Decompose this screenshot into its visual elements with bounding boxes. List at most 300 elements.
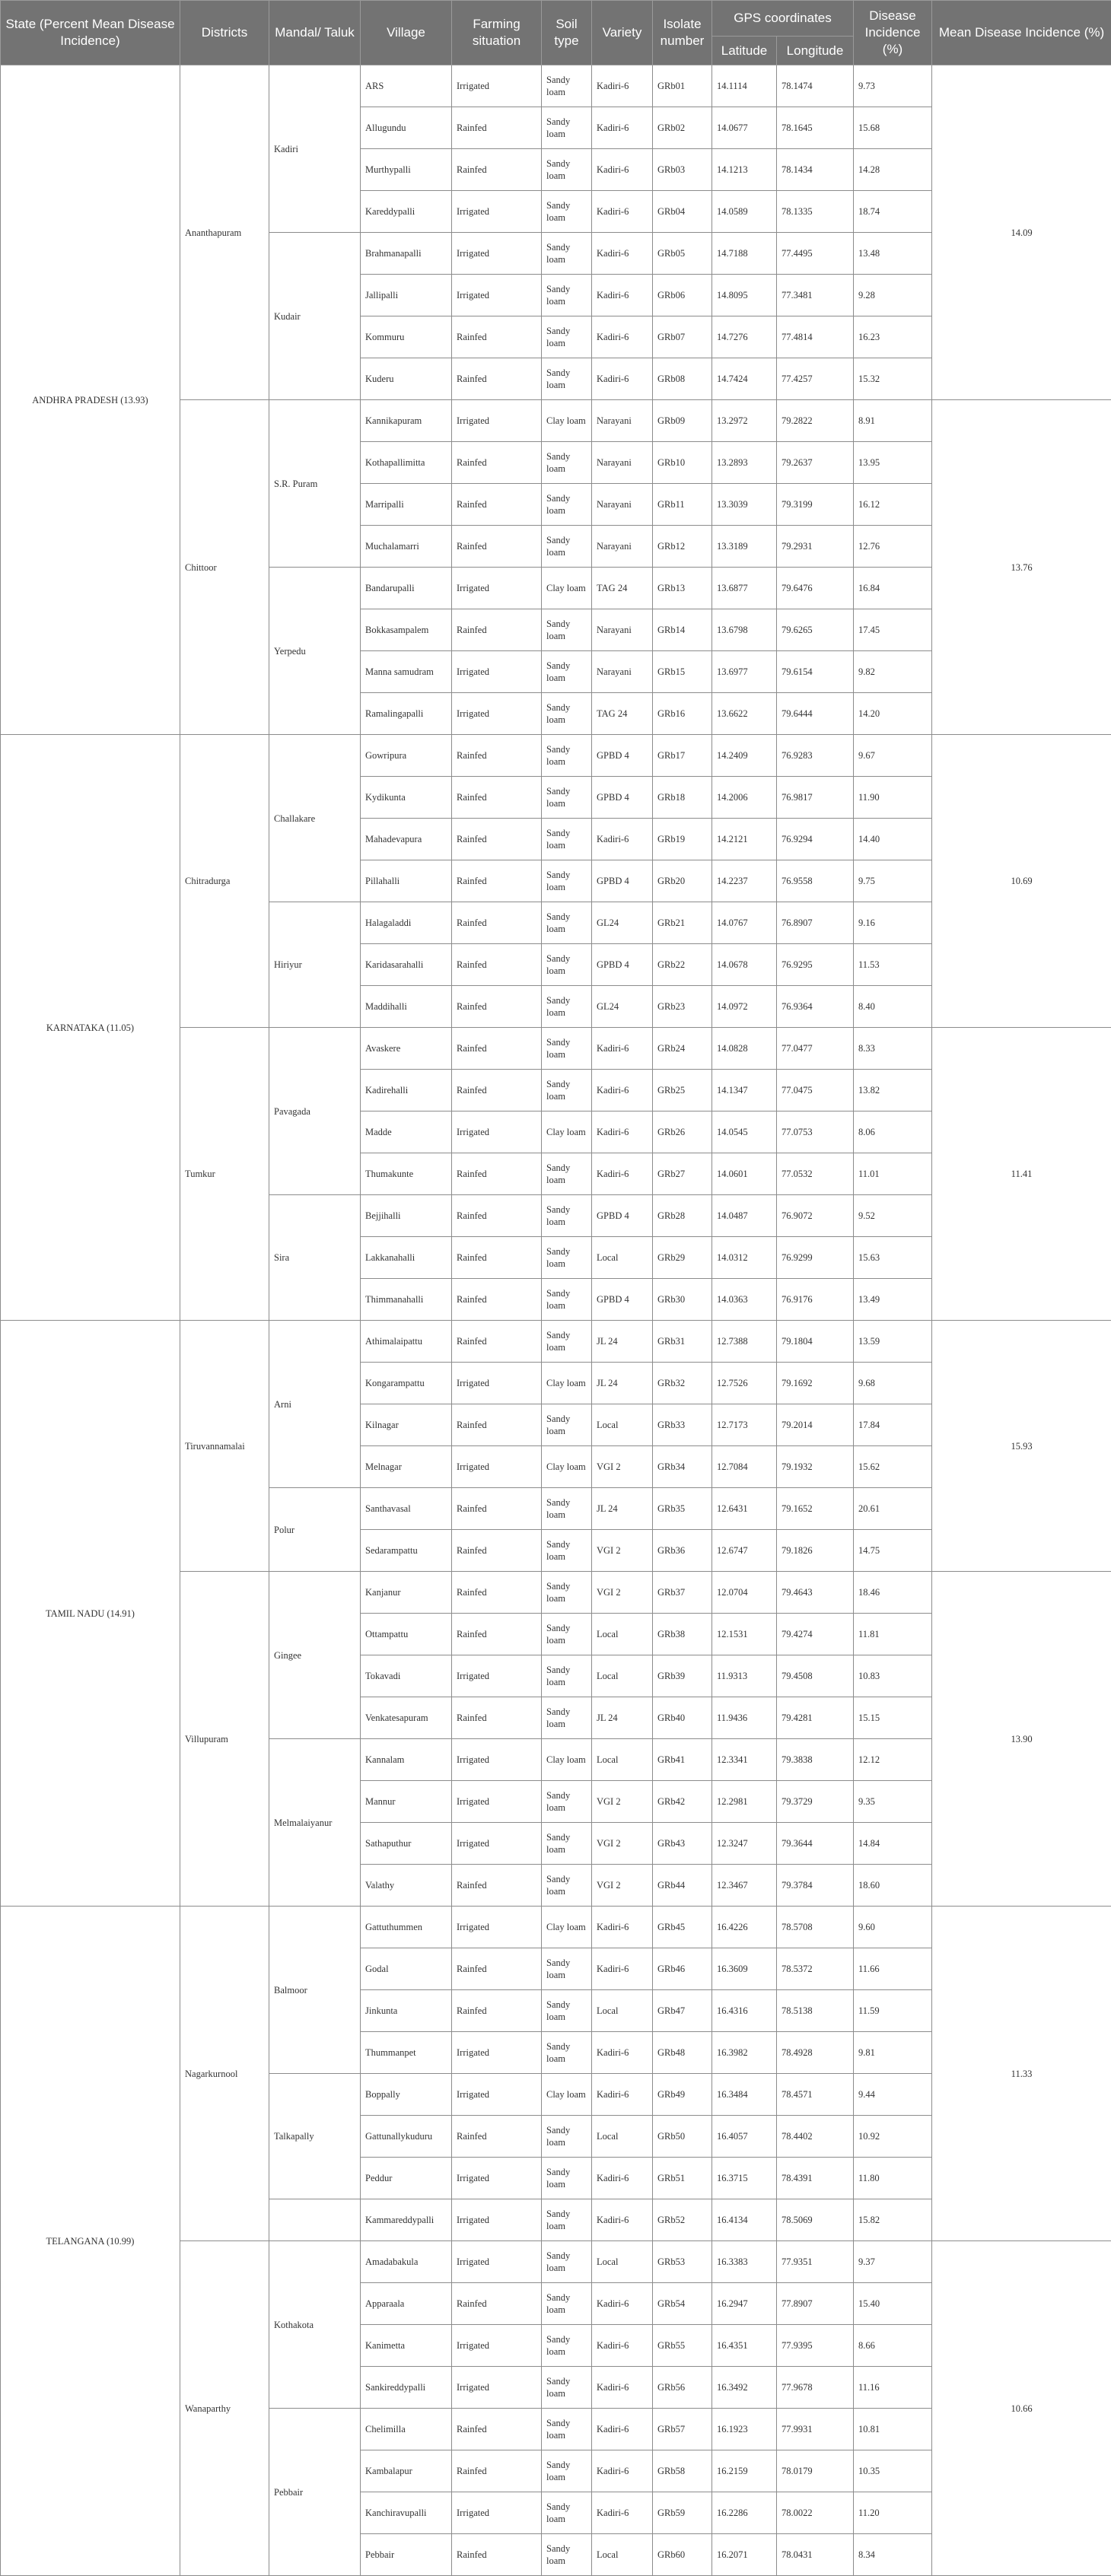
variety-cell: GPBD 4	[592, 777, 653, 819]
incidence-cell: 14.40	[854, 819, 932, 860]
soil-cell: Sandy loam	[542, 1195, 592, 1237]
soil-cell: Sandy loam	[542, 484, 592, 526]
village-cell: Bokkasampalem	[361, 609, 452, 651]
longitude-cell: 77.0532	[777, 1153, 854, 1195]
latitude-cell: 13.2972	[712, 400, 777, 442]
village-cell: Ottampattu	[361, 1614, 452, 1655]
latitude-cell: 16.4316	[712, 1990, 777, 2032]
isolate-cell: GRb32	[653, 1363, 712, 1404]
isolate-cell: GRb14	[653, 609, 712, 651]
soil-cell: Sandy loam	[542, 2450, 592, 2492]
village-cell: Halagaladdi	[361, 902, 452, 944]
village-cell: Kothapallimitta	[361, 442, 452, 484]
village-cell: Mahadevapura	[361, 819, 452, 860]
incidence-cell: 8.40	[854, 986, 932, 1028]
incidence-cell: 11.66	[854, 1948, 932, 1990]
soil-cell: Sandy loam	[542, 1572, 592, 1614]
variety-cell: GPBD 4	[592, 1279, 653, 1321]
variety-cell: Narayani	[592, 442, 653, 484]
mean-header: Mean Disease Incidence (%)	[932, 1, 1111, 65]
farming-cell: Rainfed	[452, 860, 542, 902]
village-cell: Maddihalli	[361, 986, 452, 1028]
variety-cell: Kadiri-6	[592, 2032, 653, 2074]
soil-cell: Sandy loam	[542, 1070, 592, 1111]
soil-cell: Sandy loam	[542, 860, 592, 902]
incidence-cell: 9.44	[854, 2074, 932, 2116]
soil-cell: Sandy loam	[542, 651, 592, 693]
longitude-cell: 76.9283	[777, 735, 854, 777]
longitude-cell: 78.4391	[777, 2158, 854, 2199]
village-cell: Kadirehalli	[361, 1070, 452, 1111]
isolate-cell: GRb40	[653, 1697, 712, 1739]
farming-cell: Irrigated	[452, 191, 542, 233]
gps-header: GPS coordinates	[712, 1, 854, 37]
latitude-cell: 13.3189	[712, 526, 777, 568]
village-cell: Brahmanapalli	[361, 233, 452, 275]
village-cell: Kanimetta	[361, 2325, 452, 2367]
district-cell: Nagarkurnool	[180, 1907, 269, 2241]
soil-cell: Sandy loam	[542, 1321, 592, 1363]
incidence-cell: 13.48	[854, 233, 932, 275]
village-cell: Avaskere	[361, 1028, 452, 1070]
farming-cell: Rainfed	[452, 1488, 542, 1530]
latitude-cell: 14.1347	[712, 1070, 777, 1111]
latitude-cell: 16.2947	[712, 2283, 777, 2325]
isolate-cell: GRb15	[653, 651, 712, 693]
variety-cell: Kadiri-6	[592, 1948, 653, 1990]
mandal-cell: Yerpedu	[269, 568, 361, 735]
longitude-cell: 79.3644	[777, 1823, 854, 1865]
state-cell: TAMIL NADU (14.91)	[1, 1321, 180, 1907]
latitude-cell: 11.9436	[712, 1697, 777, 1739]
isolate-cell: GRb56	[653, 2367, 712, 2409]
latitude-cell: 16.4134	[712, 2199, 777, 2241]
variety-cell: Kadiri-6	[592, 1070, 653, 1111]
longitude-cell: 76.9072	[777, 1195, 854, 1237]
soil-cell: Clay loam	[542, 1739, 592, 1781]
longitude-header: Longitude	[777, 37, 854, 65]
farming-cell: Irrigated	[452, 400, 542, 442]
village-cell: Valathy	[361, 1865, 452, 1907]
soil-cell: Sandy loam	[542, 1655, 592, 1697]
longitude-cell: 79.3838	[777, 1739, 854, 1781]
longitude-cell: 77.4814	[777, 316, 854, 358]
latitude-cell: 13.2893	[712, 442, 777, 484]
soil-cell: Sandy loam	[542, 1237, 592, 1279]
table-row	[1, 1321, 1111, 1363]
farming-cell: Rainfed	[452, 2534, 542, 2576]
variety-cell: VGI 2	[592, 1446, 653, 1488]
incidence-cell: 18.46	[854, 1572, 932, 1614]
variety-cell: Kadiri-6	[592, 2367, 653, 2409]
farming-cell: Rainfed	[452, 1195, 542, 1237]
variety-cell: JL 24	[592, 1363, 653, 1404]
incidence-cell: 15.63	[854, 1237, 932, 1279]
farming-cell: Irrigated	[452, 1446, 542, 1488]
soil-cell: Sandy loam	[542, 1948, 592, 1990]
village-cell: Santhavasal	[361, 1488, 452, 1530]
village-cell: Ramalingapalli	[361, 693, 452, 735]
variety-cell: Narayani	[592, 526, 653, 568]
village-cell: Muchalamarri	[361, 526, 452, 568]
farming-cell: Rainfed	[452, 1237, 542, 1279]
district-cell: Tumkur	[180, 1028, 269, 1321]
isolate-cell: GRb27	[653, 1153, 712, 1195]
longitude-cell: 79.3199	[777, 484, 854, 526]
incidence-cell: 8.33	[854, 1028, 932, 1070]
village-cell: Kuderu	[361, 358, 452, 400]
isolate-cell: GRb18	[653, 777, 712, 819]
variety-cell: Kadiri-6	[592, 1153, 653, 1195]
village-header: Village	[361, 1, 452, 65]
variety-cell: Kadiri-6	[592, 2283, 653, 2325]
variety-cell: Kadiri-6	[592, 107, 653, 149]
soil-cell: Clay loam	[542, 1907, 592, 1948]
incidence-cell: 9.82	[854, 651, 932, 693]
soil-cell: Sandy loam	[542, 191, 592, 233]
longitude-cell: 78.1434	[777, 149, 854, 191]
village-cell: Sedarampattu	[361, 1530, 452, 1572]
mandal-header: Mandal/ Taluk	[269, 1, 361, 65]
longitude-cell: 78.4402	[777, 2116, 854, 2158]
soil-cell: Sandy loam	[542, 275, 592, 316]
village-cell: ARS	[361, 65, 452, 107]
isolate-cell: GRb39	[653, 1655, 712, 1697]
farming-cell: Rainfed	[452, 902, 542, 944]
incidence-cell: 9.28	[854, 275, 932, 316]
longitude-cell: 78.1474	[777, 65, 854, 107]
isolate-header: Isolate number	[653, 1, 712, 65]
variety-cell: Local	[592, 1655, 653, 1697]
mean-incidence-cell: 10.69	[932, 735, 1111, 1028]
farming-cell: Rainfed	[452, 1279, 542, 1321]
latitude-cell: 14.8095	[712, 275, 777, 316]
village-cell: Madde	[361, 1111, 452, 1153]
farming-cell: Rainfed	[452, 2283, 542, 2325]
incidence-cell: 15.40	[854, 2283, 932, 2325]
latitude-cell: 12.3341	[712, 1739, 777, 1781]
village-cell: Kambalapur	[361, 2450, 452, 2492]
mandal-cell: Kothakota	[269, 2241, 361, 2409]
latitude-cell: 13.6798	[712, 609, 777, 651]
latitude-cell: 12.7526	[712, 1363, 777, 1404]
latitude-cell: 12.0704	[712, 1572, 777, 1614]
soil-cell: Sandy loam	[542, 358, 592, 400]
isolate-cell: GRb16	[653, 693, 712, 735]
longitude-cell: 77.9395	[777, 2325, 854, 2367]
isolate-cell: GRb30	[653, 1279, 712, 1321]
longitude-cell: 79.3729	[777, 1781, 854, 1823]
farming-cell: Rainfed	[452, 1530, 542, 1572]
latitude-cell: 12.7084	[712, 1446, 777, 1488]
table-header	[1, 1, 1111, 65]
incidence-cell: 14.84	[854, 1823, 932, 1865]
village-cell: Tokavadi	[361, 1655, 452, 1697]
longitude-cell: 79.1804	[777, 1321, 854, 1363]
farming-cell: Rainfed	[452, 484, 542, 526]
farming-cell: Rainfed	[452, 609, 542, 651]
longitude-cell: 79.6265	[777, 609, 854, 651]
variety-cell: VGI 2	[592, 1572, 653, 1614]
latitude-cell: 12.2981	[712, 1781, 777, 1823]
incidence-cell: 16.84	[854, 568, 932, 609]
village-cell: Athimalaipattu	[361, 1321, 452, 1363]
longitude-cell: 79.1652	[777, 1488, 854, 1530]
soil-cell: Sandy loam	[542, 107, 592, 149]
isolate-cell: GRb31	[653, 1321, 712, 1363]
isolate-cell: GRb05	[653, 233, 712, 275]
latitude-cell: 13.6877	[712, 568, 777, 609]
longitude-cell: 79.4508	[777, 1655, 854, 1697]
village-cell: Bejjihalli	[361, 1195, 452, 1237]
soil-cell: Sandy loam	[542, 2032, 592, 2074]
soil-cell: Sandy loam	[542, 1153, 592, 1195]
isolate-cell: GRb55	[653, 2325, 712, 2367]
latitude-cell: 12.7173	[712, 1404, 777, 1446]
farming-cell: Rainfed	[452, 2116, 542, 2158]
mandal-cell: Kadiri	[269, 65, 361, 233]
latitude-cell: 16.3609	[712, 1948, 777, 1990]
variety-cell: Kadiri-6	[592, 316, 653, 358]
longitude-cell: 76.9299	[777, 1237, 854, 1279]
mandal-cell: S.R. Puram	[269, 400, 361, 568]
soil-cell: Sandy loam	[542, 1279, 592, 1321]
village-cell: Thumakunte	[361, 1153, 452, 1195]
mandal-cell: Kudair	[269, 233, 361, 400]
longitude-cell: 77.9931	[777, 2409, 854, 2450]
isolate-cell: GRb58	[653, 2450, 712, 2492]
isolate-cell: GRb28	[653, 1195, 712, 1237]
state-cell: TELANGANA (10.99)	[1, 1907, 180, 2576]
isolate-cell: GRb45	[653, 1907, 712, 1948]
isolate-cell: GRb34	[653, 1446, 712, 1488]
longitude-cell: 76.9817	[777, 777, 854, 819]
soil-cell: Sandy loam	[542, 735, 592, 777]
longitude-cell: 76.9364	[777, 986, 854, 1028]
incidence-cell: 9.35	[854, 1781, 932, 1823]
longitude-cell: 77.4495	[777, 233, 854, 275]
incidence-cell: 9.16	[854, 902, 932, 944]
mandal-cell: Gingee	[269, 1572, 361, 1739]
variety-cell: VGI 2	[592, 1865, 653, 1907]
isolate-cell: GRb36	[653, 1530, 712, 1572]
soil-header: Soil type	[542, 1, 592, 65]
incidence-cell: 9.37	[854, 2241, 932, 2283]
variety-cell: GL24	[592, 902, 653, 944]
longitude-cell: 78.5372	[777, 1948, 854, 1990]
incidence-cell: 14.28	[854, 149, 932, 191]
isolate-cell: GRb01	[653, 65, 712, 107]
soil-cell: Sandy loam	[542, 2199, 592, 2241]
isolate-cell: GRb11	[653, 484, 712, 526]
incidence-cell: 11.01	[854, 1153, 932, 1195]
farming-cell: Rainfed	[452, 1572, 542, 1614]
variety-cell: JL 24	[592, 1321, 653, 1363]
variety-cell: Kadiri-6	[592, 819, 653, 860]
village-cell: Jinkunta	[361, 1990, 452, 2032]
mean-incidence-cell: 11.33	[932, 1907, 1111, 2241]
longitude-cell: 77.9678	[777, 2367, 854, 2409]
farming-cell: Rainfed	[452, 1321, 542, 1363]
farming-cell: Rainfed	[452, 1948, 542, 1990]
soil-cell: Clay loam	[542, 400, 592, 442]
incidence-cell: 15.32	[854, 358, 932, 400]
village-cell: Pebbair	[361, 2534, 452, 2576]
farming-cell: Rainfed	[452, 442, 542, 484]
isolate-cell: GRb24	[653, 1028, 712, 1070]
village-cell: Chelimilla	[361, 2409, 452, 2450]
isolate-cell: GRb04	[653, 191, 712, 233]
incidence-cell: 16.12	[854, 484, 932, 526]
latitude-cell: 14.0545	[712, 1111, 777, 1153]
soil-cell: Sandy loam	[542, 149, 592, 191]
latitude-cell: 12.7388	[712, 1321, 777, 1363]
farming-cell: Irrigated	[452, 275, 542, 316]
soil-cell: Clay loam	[542, 1111, 592, 1153]
village-cell: Godal	[361, 1948, 452, 1990]
soil-cell: Sandy loam	[542, 986, 592, 1028]
incidence-cell: 9.60	[854, 1907, 932, 1948]
incidence-cell: 18.74	[854, 191, 932, 233]
soil-cell: Sandy loam	[542, 2534, 592, 2576]
farming-cell: Rainfed	[452, 1697, 542, 1739]
isolate-cell: GRb29	[653, 1237, 712, 1279]
latitude-cell: 14.2121	[712, 819, 777, 860]
soil-cell: Sandy loam	[542, 2116, 592, 2158]
variety-cell: Narayani	[592, 400, 653, 442]
mandal-cell: Challakare	[269, 735, 361, 902]
incidence-cell: 15.82	[854, 2199, 932, 2241]
mandal-cell	[269, 2199, 361, 2241]
isolate-cell: GRb07	[653, 316, 712, 358]
incidence-cell: 8.91	[854, 400, 932, 442]
incidence-cell: 9.81	[854, 2032, 932, 2074]
latitude-cell: 13.6622	[712, 693, 777, 735]
latitude-cell: 14.0677	[712, 107, 777, 149]
incidence-cell: 15.15	[854, 1697, 932, 1739]
farming-cell: Irrigated	[452, 2074, 542, 2116]
state-cell: KARNATAKA (11.05)	[1, 735, 180, 1321]
village-cell: Boppally	[361, 2074, 452, 2116]
mandal-cell: Talkapally	[269, 2074, 361, 2199]
longitude-cell: 78.0179	[777, 2450, 854, 2492]
isolate-cell: GRb06	[653, 275, 712, 316]
incidence-cell: 12.76	[854, 526, 932, 568]
latitude-cell: 13.3039	[712, 484, 777, 526]
variety-cell: Kadiri-6	[592, 1028, 653, 1070]
longitude-cell: 78.4928	[777, 2032, 854, 2074]
village-cell: Mannur	[361, 1781, 452, 1823]
isolate-cell: GRb60	[653, 2534, 712, 2576]
longitude-cell: 79.6444	[777, 693, 854, 735]
latitude-cell: 16.3484	[712, 2074, 777, 2116]
village-cell: Peddur	[361, 2158, 452, 2199]
village-cell: Kareddypalli	[361, 191, 452, 233]
isolate-cell: GRb38	[653, 1614, 712, 1655]
soil-cell: Sandy loam	[542, 2283, 592, 2325]
variety-cell: Local	[592, 2116, 653, 2158]
incidence-cell: 17.45	[854, 609, 932, 651]
isolate-cell: GRb10	[653, 442, 712, 484]
soil-cell: Clay loam	[542, 1363, 592, 1404]
soil-cell: Sandy loam	[542, 442, 592, 484]
latitude-cell: 11.9313	[712, 1655, 777, 1697]
isolate-cell: GRb52	[653, 2199, 712, 2241]
variety-cell: Kadiri-6	[592, 149, 653, 191]
longitude-cell: 79.2637	[777, 442, 854, 484]
longitude-cell: 76.9295	[777, 944, 854, 986]
latitude-cell: 16.2286	[712, 2492, 777, 2534]
incidence-header: Disease Incidence (%)	[854, 1, 932, 65]
variety-cell: Kadiri-6	[592, 233, 653, 275]
soil-cell: Sandy loam	[542, 1404, 592, 1446]
variety-cell: JL 24	[592, 1697, 653, 1739]
village-cell: Gowripura	[361, 735, 452, 777]
incidence-cell: 8.34	[854, 2534, 932, 2576]
district-cell: Villupuram	[180, 1572, 269, 1907]
variety-cell: Kadiri-6	[592, 2074, 653, 2116]
latitude-cell: 14.0972	[712, 986, 777, 1028]
latitude-cell: 16.2159	[712, 2450, 777, 2492]
village-cell: Sankireddypalli	[361, 2367, 452, 2409]
soil-cell: Sandy loam	[542, 2158, 592, 2199]
incidence-cell: 20.61	[854, 1488, 932, 1530]
farming-cell: Rainfed	[452, 1070, 542, 1111]
village-cell: Sathaputhur	[361, 1823, 452, 1865]
village-cell: Lakkanahalli	[361, 1237, 452, 1279]
variety-cell: GPBD 4	[592, 860, 653, 902]
incidence-cell: 9.68	[854, 1363, 932, 1404]
incidence-cell: 8.66	[854, 2325, 932, 2367]
incidence-cell: 14.20	[854, 693, 932, 735]
longitude-cell: 76.9558	[777, 860, 854, 902]
isolate-cell: GRb22	[653, 944, 712, 986]
isolate-cell: GRb21	[653, 902, 712, 944]
village-cell: Kilnagar	[361, 1404, 452, 1446]
latitude-cell: 14.0678	[712, 944, 777, 986]
farming-cell: Rainfed	[452, 1153, 542, 1195]
village-cell: Apparaala	[361, 2283, 452, 2325]
incidence-cell: 9.67	[854, 735, 932, 777]
latitude-cell: 14.1114	[712, 65, 777, 107]
latitude-cell: 14.2006	[712, 777, 777, 819]
longitude-cell: 77.9351	[777, 2241, 854, 2283]
variety-cell: Kadiri-6	[592, 2325, 653, 2367]
incidence-cell: 11.81	[854, 1614, 932, 1655]
state-header: State (Percent Mean Disease Incidence)	[1, 1, 180, 65]
farming-cell: Irrigated	[452, 2158, 542, 2199]
incidence-cell: 16.23	[854, 316, 932, 358]
latitude-cell: 12.1531	[712, 1614, 777, 1655]
soil-cell: Clay loam	[542, 2074, 592, 2116]
soil-cell: Sandy loam	[542, 316, 592, 358]
village-cell: Kydikunta	[361, 777, 452, 819]
incidence-cell: 10.92	[854, 2116, 932, 2158]
variety-cell: Local	[592, 2534, 653, 2576]
incidence-cell: 14.75	[854, 1530, 932, 1572]
longitude-cell: 78.5069	[777, 2199, 854, 2241]
incidence-cell: 11.59	[854, 1990, 932, 2032]
longitude-cell: 79.2822	[777, 400, 854, 442]
latitude-cell: 16.3982	[712, 2032, 777, 2074]
longitude-cell: 78.0431	[777, 2534, 854, 2576]
mandal-cell: Hiriyur	[269, 902, 361, 1028]
mandal-cell: Polur	[269, 1488, 361, 1572]
variety-header: Variety	[592, 1, 653, 65]
latitude-cell: 16.3383	[712, 2241, 777, 2283]
farming-cell: Irrigated	[452, 568, 542, 609]
longitude-cell: 79.4281	[777, 1697, 854, 1739]
